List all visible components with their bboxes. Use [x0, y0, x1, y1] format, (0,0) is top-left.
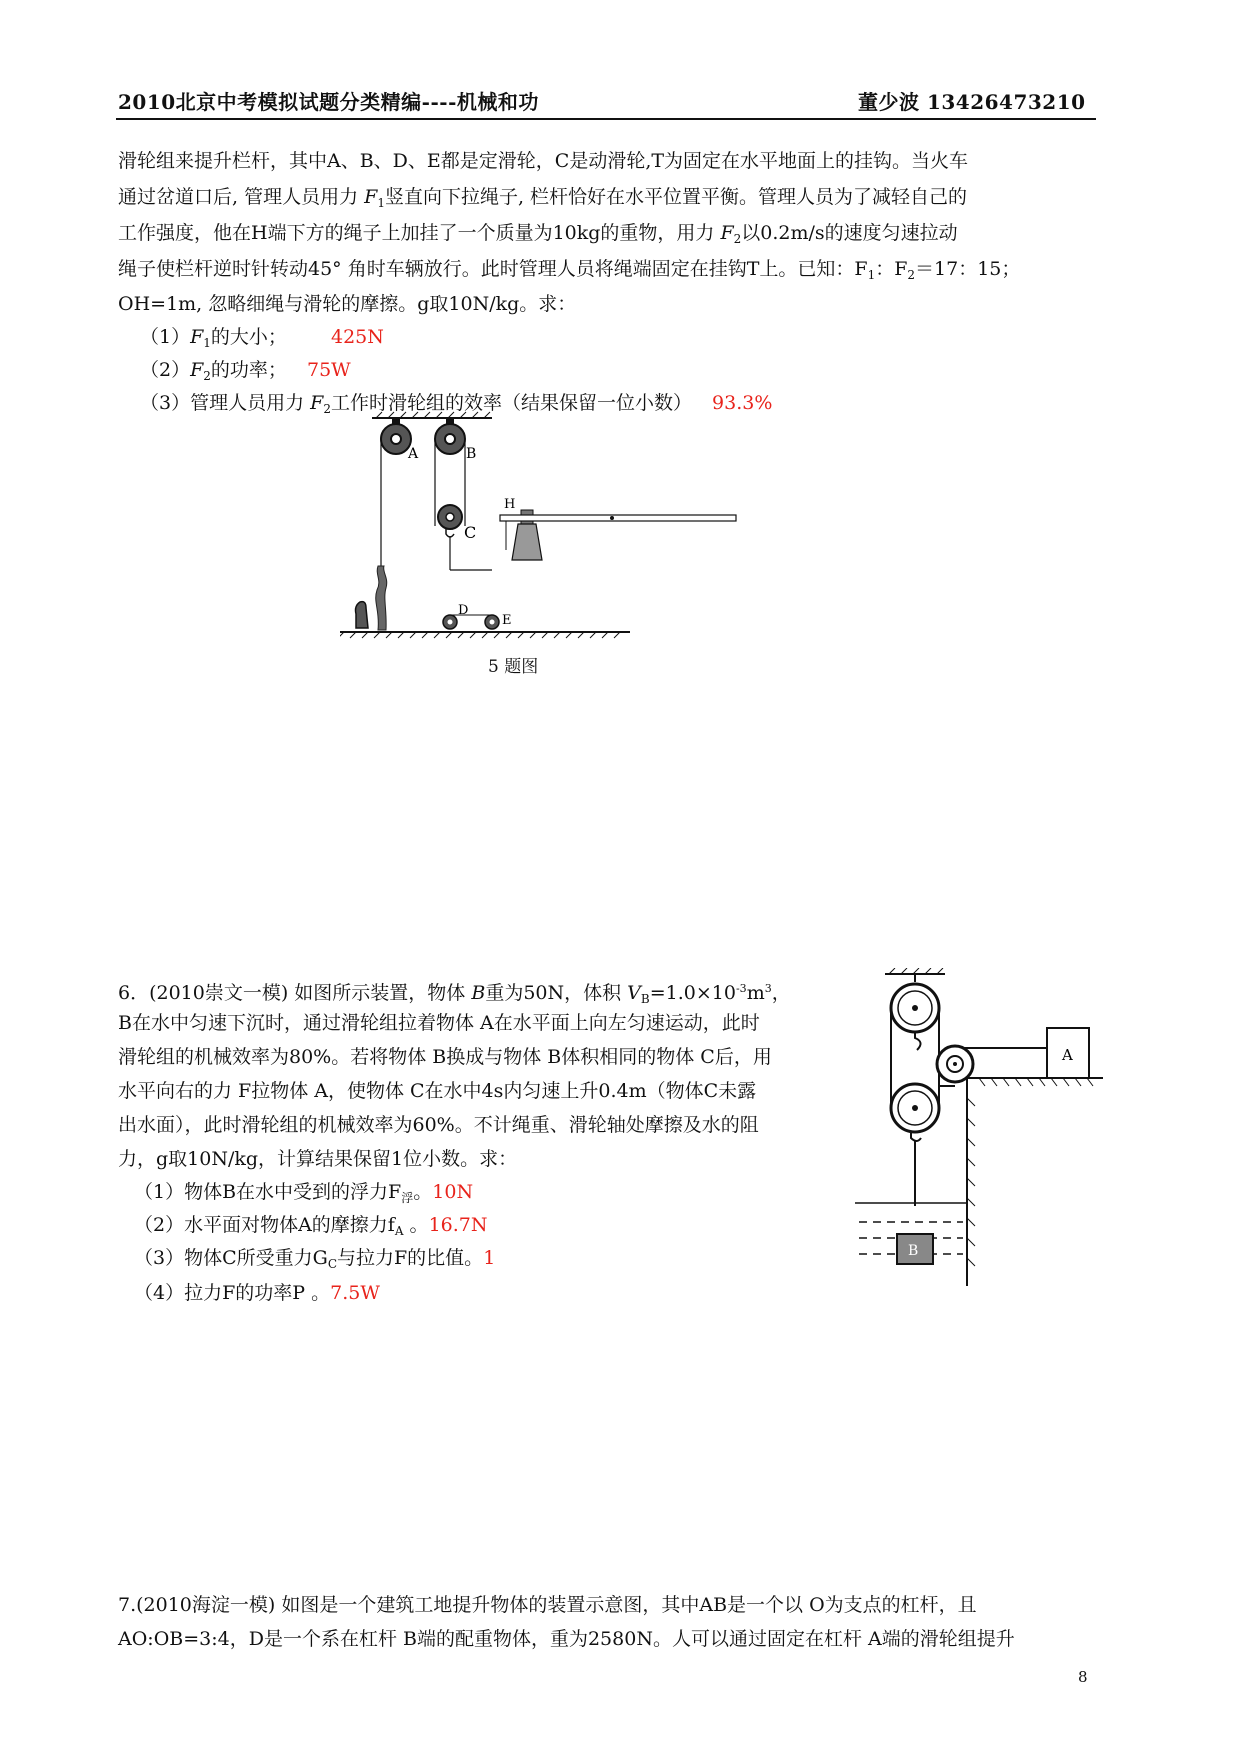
p5-q1-sym: F	[190, 326, 204, 348]
p6-q3-label: （3）物体C所受重力G	[134, 1247, 328, 1269]
p6-q4-label: （4）拉力F的功率P	[134, 1282, 306, 1304]
p5-line-5	[118, 289, 576, 319]
p6-line-6: 力，g取10N/kg，计算结果保留1位小数。求：	[118, 1148, 518, 1170]
p6-line-1-d: m	[746, 982, 765, 1004]
p6-q3-tail: 与拉力F的比值。	[337, 1247, 484, 1269]
p6-line-4: 水平向右的力 F拉物体 A，使物体 C在水中4s内匀速上升0.4m（物体C未露	[118, 1080, 757, 1102]
p5-line-1	[118, 146, 968, 176]
p5-pulley-c	[438, 505, 462, 537]
p5-q3-text: 工作时滑轮组的效率（结果保留一位小数）	[330, 392, 692, 414]
p6-line-1-c: =1.0×10	[649, 982, 736, 1004]
p6-line-1-exp: -3	[735, 982, 747, 995]
p5-q1-sub: 1	[203, 336, 211, 350]
p6-q4-answer: 7.5W	[330, 1282, 380, 1304]
p5-line-3-a: 工作强度，他在H端下方的绳子上加挂了一个质量为10kg的重物，用力	[118, 222, 721, 244]
p5-label-c: C	[464, 523, 477, 542]
p6-line-1-Vsub: B	[640, 992, 650, 1006]
p5-line-3-b: 以0.2m/s的速度匀速拉动	[741, 222, 958, 244]
p5-question-2	[140, 355, 351, 391]
p6-question-3	[134, 1243, 495, 1279]
p5-line-4	[118, 254, 1020, 290]
p6-q4-tail: 。	[305, 1282, 331, 1304]
p5-label-a: A	[408, 446, 419, 462]
p5-q1-num: （1）	[140, 326, 191, 348]
p5-q3-sub: 2	[323, 402, 331, 416]
p5-pulley-figure	[340, 410, 740, 650]
p6-question-2	[134, 1210, 488, 1246]
p6-line-5: 出水面），此时滑轮组的机械效率为60%。不计绳重、滑轮轴处摩擦及水的阻	[118, 1114, 759, 1136]
p5-q1-text: 的大小；	[210, 326, 287, 348]
p5-line-3-F: F	[720, 222, 734, 244]
p6-line-2: B在水中匀速下沉时，通过滑轮组拉着物体 A在水平面上向左匀速运动，此时	[118, 1012, 760, 1034]
p6-question-1	[134, 1177, 473, 1213]
p5-q3-sym: F	[310, 392, 324, 414]
p6-line-1-a: 6．(2010崇文一模) 如图所示装置，物体	[118, 982, 472, 1004]
p5-q2-text: 的功率；	[210, 359, 287, 381]
p5-line-2-a: 通过岔道口后, 管理人员用力	[118, 186, 365, 208]
p6-line-3: 滑轮组的机械效率为80%。若将物体 B换成与物体 B体积相同的物体 C后，用	[118, 1046, 772, 1068]
p6-line-1-exp2: 3	[764, 982, 772, 995]
p5-line-3	[118, 218, 958, 254]
p5-label-d: D	[458, 603, 469, 618]
p5-q3-answer: 93.3%	[712, 392, 773, 414]
p5-q1-answer: 425N	[330, 326, 384, 348]
p6-q3-sub: C	[327, 1257, 337, 1271]
p5-q3-num: （3）	[140, 392, 191, 414]
p5-q2-sub: 2	[203, 369, 211, 383]
p6-table-hatch	[967, 1078, 1093, 1266]
p5-hanging-weight	[376, 566, 387, 630]
p5-q2-sym: F	[190, 359, 204, 381]
p5-q3-pre: 管理人员用力	[190, 392, 311, 414]
p5-pulley-d	[443, 615, 457, 629]
p5-line-4-sub2: 2	[907, 268, 916, 282]
p5-pulley-b	[435, 418, 465, 454]
p6-corner-pulley	[937, 1046, 973, 1082]
p5-pulley-e	[485, 615, 499, 629]
p5-barrier-arm	[500, 515, 736, 521]
p5-barrier-dot	[610, 516, 614, 520]
p5-line-2	[118, 182, 967, 218]
p5-line-4-a: 绳子使栏杆逆时针转动45° 角时车辆放行。此时管理人员将绳端固定在挂钩T上。已知：F	[118, 258, 868, 280]
p5-line-4-c: ＝17：15；	[915, 258, 1021, 280]
p5-line-5-text: OH=1m, 忽略细绳与滑轮的摩擦。g取10N/kg。求：	[118, 293, 577, 315]
p5-pulley-a	[381, 418, 411, 454]
p6-q2-label: （2）水平面对物体A的摩擦力f	[134, 1214, 395, 1236]
p5-label-b: B	[466, 446, 477, 462]
p7-line-2: AO:OB=3:4，D是一个系在杠杆 B端的配重物体，重为2580N。人可以通过固定在杠杆 A端的滑轮组提升	[118, 1628, 1015, 1650]
page-number: 8	[1078, 1668, 1088, 1686]
p5-line-3-sub: 2	[733, 232, 742, 246]
p7-line-1: 7.(2010海淀一模) 如图是一个建筑工地提升物体的装置示意图，其中AB是一个以 O为支点的杠杆，且	[118, 1594, 977, 1616]
p6-q1-tail: 。	[413, 1181, 433, 1203]
p6-label-a: A	[1062, 1046, 1073, 1064]
p5-label-e: E	[502, 613, 512, 628]
p6-q2-tail: 。	[403, 1214, 429, 1236]
p6-q2-sub: A	[394, 1224, 404, 1238]
p5-question-1	[140, 322, 384, 358]
p6-line-1-B: B	[471, 982, 486, 1004]
p6-fixed-pulley	[891, 974, 939, 1032]
p5-line-2-F: F	[364, 186, 378, 208]
p5-line-4-sub1: 1	[867, 268, 876, 282]
p5-figure-caption: 5 题图	[488, 657, 539, 677]
p5-line-2-sub: 1	[377, 196, 385, 210]
p6-q1-sub: 浮	[401, 1191, 414, 1205]
p5-line-2-b: 竖直向下拉绳子, 栏杆恰好在水平位置平衡。管理人员为了减轻自己的	[384, 186, 968, 208]
p6-pulley-figure	[855, 968, 1105, 1286]
p5-hook-t	[356, 602, 369, 628]
p6-q1-answer: 10N	[432, 1181, 474, 1203]
p6-q2-answer: 16.7N	[428, 1214, 488, 1236]
p6-line-1-V: V	[627, 982, 641, 1004]
header-author: 董少波 13426473210	[858, 90, 1086, 114]
p6-label-b: B	[908, 1243, 919, 1259]
p6-movable-pulley	[891, 1084, 939, 1141]
p6-line-1-b: 重为50N，体积	[485, 982, 628, 1004]
p5-line-1-text: 滑轮组来提升栏杆，其中A、B、D、E都是定滑轮，C是动滑轮,T为固定在水平地面上的挂钩。当火车	[118, 150, 969, 172]
p5-label-h: H	[504, 497, 516, 512]
header-rule	[116, 118, 1096, 120]
p6-line-1-e: ，	[771, 982, 791, 1004]
p6-q1-label: （1）物体B在水中受到的浮力F	[134, 1181, 402, 1203]
p5-q2-answer: 75W	[306, 359, 351, 381]
p6-question-4	[134, 1278, 380, 1308]
p5-line-4-b: ：F	[875, 258, 908, 280]
p5-q2-num: （2）	[140, 359, 191, 381]
p6-q3-answer: 1	[483, 1247, 496, 1269]
header-title: 2010北京中考模拟试题分类精编----机械和功	[118, 90, 539, 114]
